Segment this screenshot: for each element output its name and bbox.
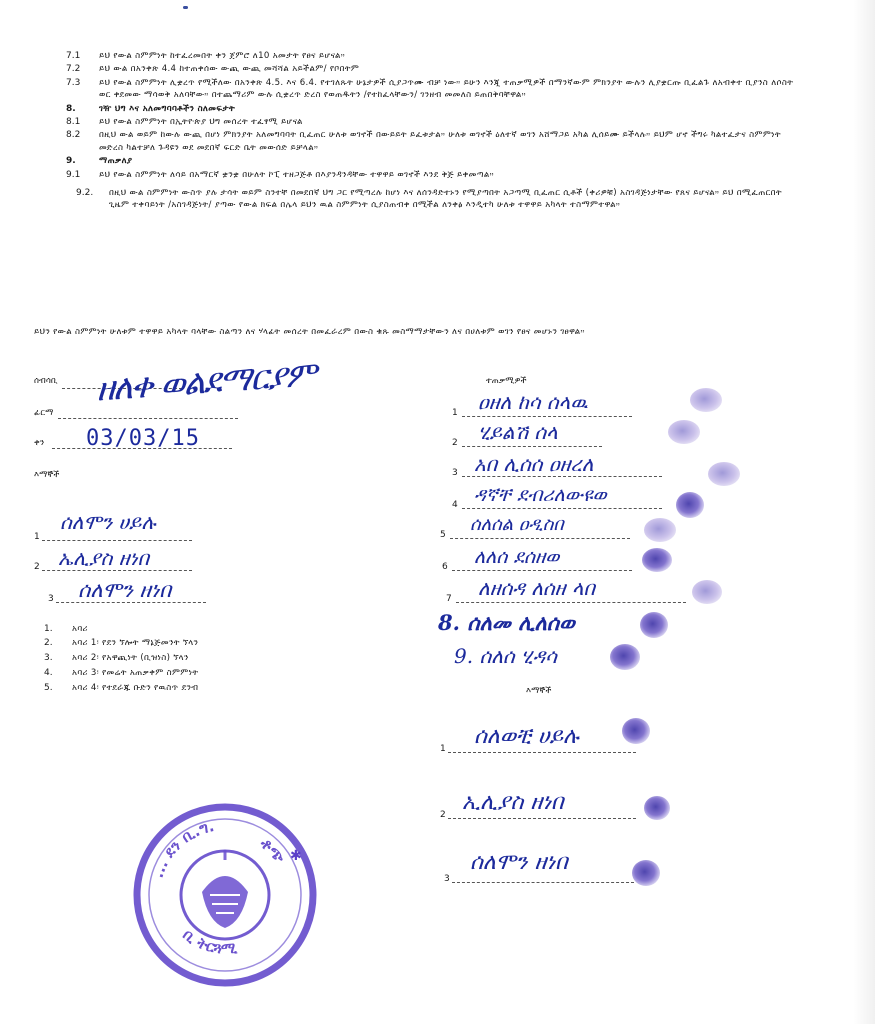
clause-9-2 <box>76 187 796 212</box>
official-stamp <box>130 800 320 990</box>
witness-signature: ሰለወቺ ሀይሉ <box>474 724 579 749</box>
clause-text: ይህ የውል ስምምነት ሊቋረጥ የሚችለው በአንቀጽ 4.5. እና 6.4. የተገለጹት ሁኔታዎች ሲያጋጥሙ ብቻ ነው። ይሁን እንጂ ተጠቃሚዎች በማንኛውም ምክንያት ውሉን ሊያቋርጡ ቢፈልጉ ለአብቀተ ቢያንስ ለሶስት ወር ቀደመው ማሳወቅ አለባቸው። በተጨማሪም ውሉ ሲቋረጥ ድረስ የወጠዱትን /የተከፈላቸውን/ ገንዘብ መመለስ ይጠበቅባቸዋል። <box>99 77 794 101</box>
beneficiary-number: 7 <box>446 594 452 604</box>
clause-7-2 <box>66 63 796 75</box>
beneficiary-number: 1 <box>452 408 458 418</box>
beneficiary-name: ሰለሰ ሂዳሳ <box>479 644 557 668</box>
ink-dot <box>183 6 188 9</box>
clause-number: 9. <box>66 156 76 167</box>
clauses-section <box>66 50 796 213</box>
clause-text: ይህ ውል በአንቀጽ 4.4 ከተጠቀሰው ውጪ ውጪ መሻሻል አይችልም/ የቦበትም <box>99 64 360 75</box>
attachment-text: አባሪ 1፡ የደን ኘሎት ማኔጅመንት ኘላን <box>72 638 199 648</box>
clause-8-2 <box>66 129 796 154</box>
fingerprint-icon <box>622 718 650 744</box>
clause-8-1 <box>66 116 796 128</box>
chairperson-label: ሰብሳቢ <box>34 376 58 386</box>
clause-text: ይህ የውል ስምምነት ከተፈረመበት ቀን ጀምሮ ለ10 አመታት የፀና ይሆናል። <box>99 51 346 61</box>
attachment-text: አባሪ 4፡ የተደራጁ ቡድን የዉስጥ ደንብ <box>72 683 199 693</box>
witness-line <box>42 570 192 571</box>
fingerprint-icon <box>692 580 722 604</box>
closing-statement: ይህን የውል ስምምነት ሁለቱም ተዋዋይ አካላት ባላቸው ስልጣን ለና ሃላፊት መሰረት በመፈራረም በውስ ቁጹ መስማማታቸውን ለና በሀለቱም ወገን የፀና መሆኑን ገፀዋል። <box>34 327 585 337</box>
beneficiary-signature: አበ ሊሰሰ ዐዘረለ <box>474 452 594 476</box>
clause-number: 7.3 <box>66 77 81 88</box>
witnesses-title-left: እማኞች <box>34 470 60 480</box>
witness-signature: ኤሊያስ ዘነበ <box>58 546 150 570</box>
fingerprint-icon <box>640 612 668 638</box>
witness-signature: ሰለሞን ዘነበ <box>470 850 568 875</box>
signature-label: ፊርማ <box>34 408 54 418</box>
clause-text: ይህ የውል ስምምነት ለሳይ በአማርኛ ቋንቋ በሁለት ኮፒ ተዘጋጅቶ በእያንዳንዳቸው ተዋዋይ ወገኖች እንደ ቅጅ ይቀመጣል። <box>99 169 494 180</box>
chairperson-signature: ዘለቀ ወልደማርያም <box>94 354 317 410</box>
signature-line <box>58 418 238 419</box>
clause-text: ይህ የውል ስምምነት በኢትዮጵያ ህግ መሰረት ተፈፃሚ ይሆናል <box>99 117 303 128</box>
clause-text: በዚህ ውል ስምምነት ውስጥ ያሉ ታሳት ወይም ስንተቸ በመደበኛ ህግ ጋር የሚጣረሉ ከሆነ እና ለሰንዳድተኑን የሚያጣበት አጋጣሚ ቢፈጠር ሲቶች (ቀሪዎቹ) አስገዳጅነታቸው የጸና ይሆናል። ይህ በሚፈጠርበት ጊዜም ተቀባይነት /አስገዳጅነት/ ያጣው የውል ክፍል በሌላ ይህን ዉል ስምምነት ሲያስጠብቀ በሚችል ለንቀፅ እንዲተካ ሁለቱ ተዋዋይ አካላት ተስማምተዋል። <box>109 188 783 211</box>
attachment-number: 1. <box>44 624 53 634</box>
beneficiary-line <box>462 416 632 417</box>
beneficiary-signature: ዐዘለ ከሳ ሰላዉ <box>478 390 588 414</box>
section-9-heading <box>66 155 796 167</box>
section-heading: ገዥ ህግ እና አለመግባባቶችን ስለመፍታት <box>99 103 236 114</box>
witness-line <box>452 882 634 883</box>
witness-line <box>448 818 636 819</box>
clause-number: 8. <box>66 103 76 114</box>
beneficiary-signature: ሰለሰል ዐዲስበ <box>470 514 564 535</box>
stamp-top-text: ... ደን ቢ.ግ. <box>148 816 216 881</box>
attachment-number: 3. <box>44 653 53 663</box>
beneficiary-name: ሰለመ ሊለሰወ <box>467 610 575 635</box>
witness-signature: ሰለሞን ሀይሉ <box>60 510 156 534</box>
beneficiary-number: 6 <box>442 562 448 572</box>
stamp-star-icon: ✱ <box>290 848 302 864</box>
clause-text: በዚህ ውል ወይም ከውሉ ውጪ በሆነ ምክንያት አለመግባባት ቢፈጠር ሁለቱ ወገኖች በውይይት ይፈቱታል። ሁለቱ ወገኖች ዕለተኛ ወገን አሸማጋይ አካል ሊሰይሙ ይችላሉ። ይህም ሆኖ ችግሩ ካልተፈታና ስምምነት መድረስ ካልተቻለ ጉዳዩን ወደ መደበኛ ፍርድ ቤት መውሰድ ይቻላል። <box>99 130 781 153</box>
fingerprint-icon <box>610 644 640 670</box>
witness-signature: ኢሊያስ ዘነበ <box>462 790 564 815</box>
witness-line <box>42 540 192 541</box>
attachment-text: አባሪ 2፡ የአዋጪነት (ቢዝነስ) ኘላን <box>72 653 189 663</box>
fingerprint-icon <box>708 462 740 486</box>
beneficiaries-title: ተጠቃሚዎች <box>486 376 527 386</box>
clause-number: 9.2. <box>76 188 94 199</box>
beneficiary-number: 4 <box>452 500 458 510</box>
clause-number: 7.2 <box>66 64 81 75</box>
attachment-text: አባሪ 3፡ የመሬት አጠቃቀም ስምምነት <box>72 668 199 678</box>
beneficiary-signature <box>454 644 557 668</box>
beneficiary-signature: ዳኛቸ ደብሪለውዩወ <box>474 484 607 506</box>
witness-signature: ሰለሞን ዘነበ <box>78 578 172 602</box>
fingerprint-icon <box>668 420 700 444</box>
beneficiary-signature: ሂይልሽ ሰላ <box>478 420 558 444</box>
clause-7-1 <box>66 50 796 62</box>
beneficiary-line <box>462 476 662 477</box>
witness-number: 1 <box>34 532 40 542</box>
beneficiary-number: 3 <box>452 468 458 478</box>
beneficiary-signature: ለለሰ ደሰዘወ <box>474 546 560 568</box>
beneficiary-number: 2 <box>452 438 458 448</box>
beneficiary-line <box>452 570 632 571</box>
beneficiary-line <box>462 508 662 509</box>
clause-number: 8.2 <box>66 130 81 141</box>
fingerprint-icon <box>690 388 722 412</box>
witness-number: 2 <box>440 810 446 820</box>
beneficiary-signature: ለዘሰዳ ለሰዘ ላበ <box>478 576 595 600</box>
attachment-number: 2. <box>44 638 53 648</box>
beneficiary-number: 5 <box>440 530 446 540</box>
beneficiary-line <box>450 538 630 539</box>
page-edge-shadow <box>853 0 875 1024</box>
fingerprint-icon <box>632 860 660 886</box>
fingerprint-icon <box>644 518 676 542</box>
clause-7-3 <box>66 77 796 102</box>
stamp-bottom-text: ቢ ትርጓሚ <box>179 925 238 958</box>
witness-number: 2 <box>34 562 40 572</box>
witness-line <box>448 752 636 753</box>
fingerprint-icon <box>642 548 672 572</box>
attachment-text: አባሪ <box>72 624 88 634</box>
clause-9-1 <box>66 169 796 181</box>
stamp-emblem-icon <box>202 850 248 928</box>
fingerprint-icon <box>644 796 670 820</box>
clause-number: 9.1 <box>66 169 81 180</box>
section-heading: ማጠቃለያ <box>99 156 133 167</box>
witness-number: 3 <box>48 594 54 604</box>
beneficiary-line <box>456 602 686 603</box>
fingerprint-icon <box>676 492 704 518</box>
attachment-number: 4. <box>44 668 53 678</box>
section-8-heading <box>66 103 796 115</box>
witness-number: 3 <box>444 874 450 884</box>
beneficiary-line <box>462 446 602 447</box>
witness-number: 1 <box>440 744 446 754</box>
date-handwritten: 03/03/15 <box>86 426 200 451</box>
beneficiary-number: 9. <box>454 644 474 668</box>
beneficiary-number: 8. <box>438 610 460 635</box>
beneficiary-signature <box>438 610 575 636</box>
witnesses-title-right: እማኞች <box>526 686 552 696</box>
stamp-right-text: ቶጭ <box>256 833 290 867</box>
date-label: ቀን <box>34 438 45 448</box>
attachment-number: 5. <box>44 683 53 693</box>
clause-number: 8.1 <box>66 117 81 128</box>
clause-number: 7.1 <box>66 51 81 61</box>
